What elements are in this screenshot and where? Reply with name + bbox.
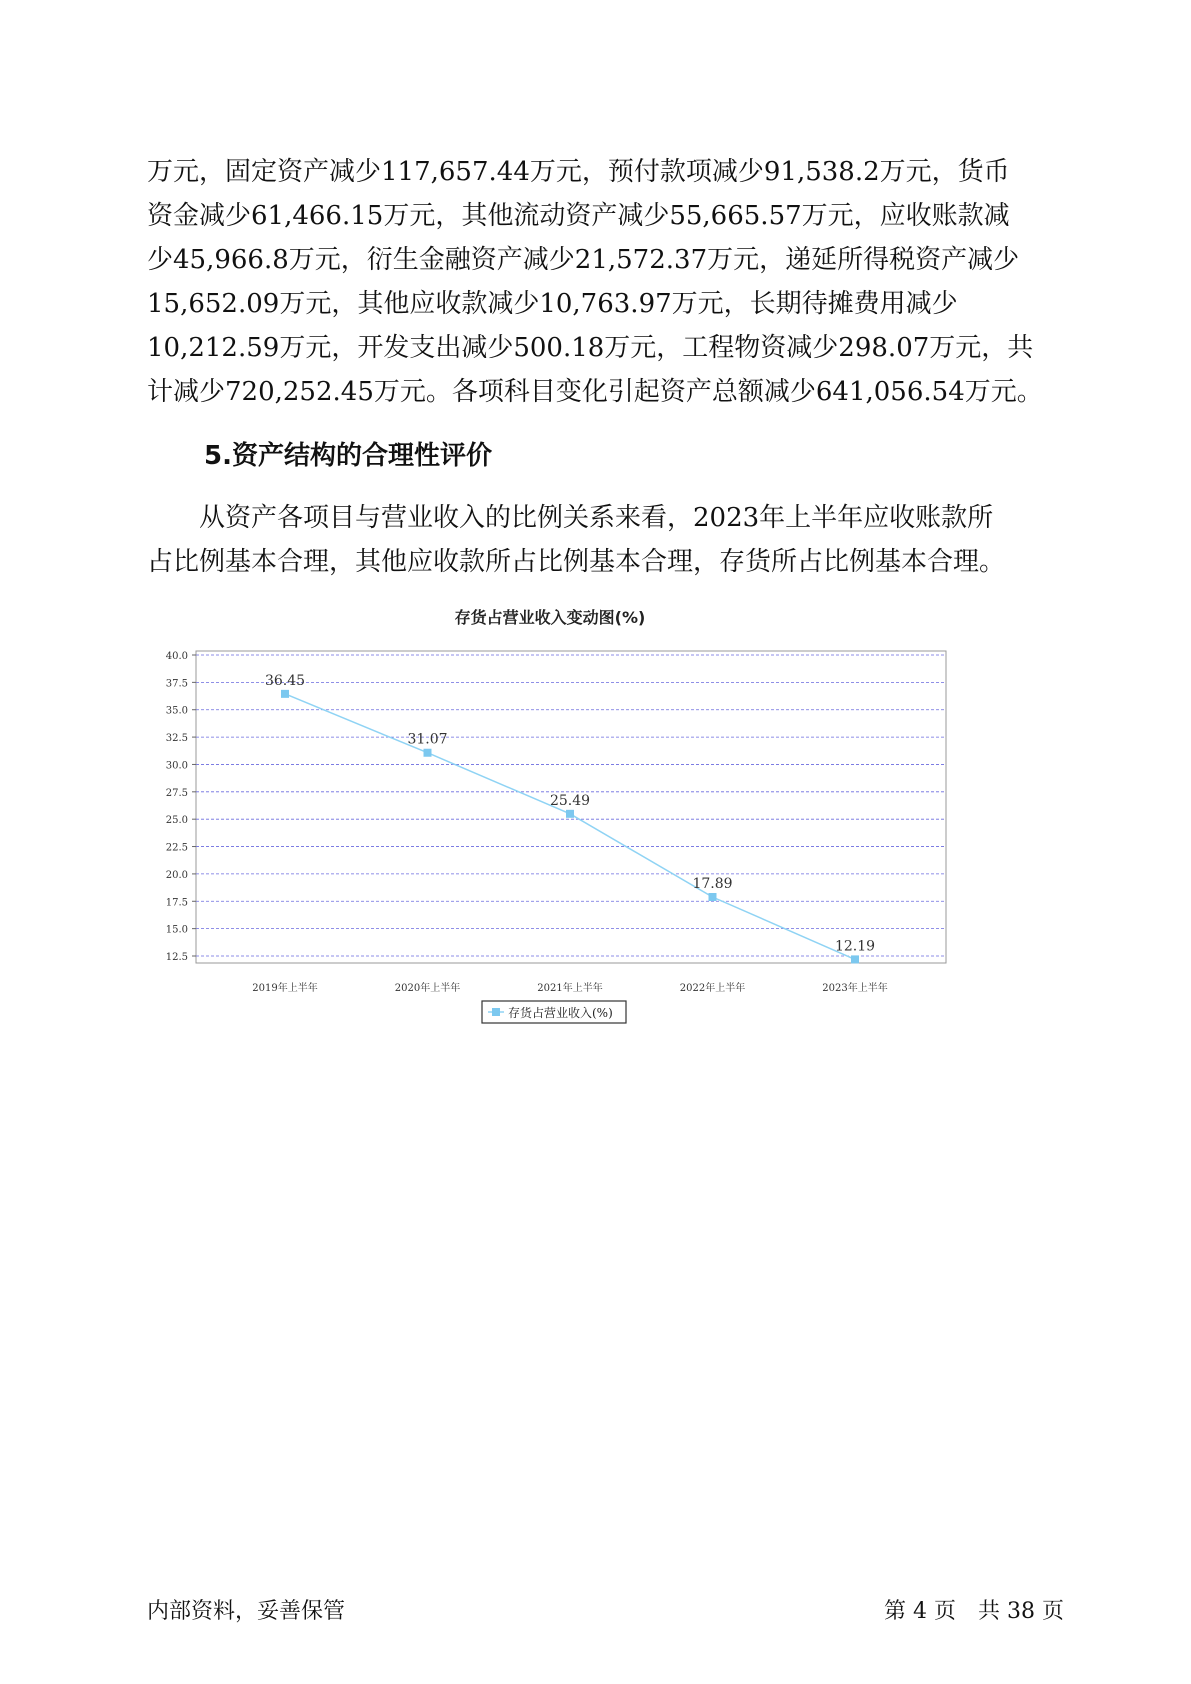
y-tick-label: 17.5 [165, 897, 188, 909]
inventory-ratio-chart [150, 606, 1050, 1066]
y-tick-label: 20.0 [165, 869, 188, 881]
x-tick-label: 2023年上半年 [822, 983, 888, 994]
body-paragraph-2 [147, 496, 1053, 584]
y-tick-label: 15.0 [165, 924, 188, 936]
legend-marker [492, 1008, 500, 1016]
chart-title: 存货占营业收入变动图(%) [454, 608, 646, 627]
y-tick-label: 22.5 [165, 842, 188, 854]
paragraph-line: 计减少720,252.45万元。各项科目变化引起资产总额减少641,056.54万元。 [147, 377, 1043, 407]
data-point [566, 810, 574, 818]
data-point [281, 690, 289, 698]
data-label: 12.19 [834, 938, 876, 955]
x-tick-label: 2022年上半年 [679, 983, 746, 994]
y-tick-label: 27.5 [165, 787, 188, 799]
y-tick-label: 37.5 [165, 678, 188, 690]
data-label: 17.89 [692, 876, 733, 893]
paragraph-line: 万元，固定资产减少117,657.44万元，预付款项减少91,538.2万元，货币 [147, 157, 1010, 187]
y-tick-label: 12.5 [165, 952, 188, 963]
data-label: 36.45 [264, 672, 306, 689]
paragraph-line: 少45,966.8万元，衍生金融资产减少21,572.37万元，递延所得税资产减少 [147, 245, 1020, 275]
paragraph-line: 占比例基本合理，其他应收款所占比例基本合理，存货所占比例基本合理。 [147, 547, 1006, 577]
y-tick-label: 30.0 [165, 760, 188, 772]
paragraph-line: 10,212.59万元，开发支出减少500.18万元，工程物资减少298.07万元，共 [147, 333, 1034, 363]
body-paragraph-1 [147, 150, 1053, 414]
paragraph-line: 资金减少61,466.15万元，其他流动资产减少55,665.57万元，应收账款减 [147, 201, 1010, 231]
legend-label: 存货占营业收入(%) [508, 1006, 613, 1020]
data-label: 25.49 [549, 792, 591, 809]
x-tick-label: 2021年上半年 [537, 983, 603, 994]
footer-confidential-note: 内部资料，妥善保管 [147, 1599, 346, 1624]
section-heading: 5.资产结构的合理性评价 [204, 441, 492, 471]
data-label: 31.07 [407, 731, 448, 748]
x-tick-label: 2020年上半年 [394, 983, 461, 994]
y-tick-label: 25.0 [165, 815, 188, 827]
paragraph-line: 从资产各项目与营业收入的比例关系来看，2023年上半年应收账款所 [147, 503, 994, 533]
y-tick-label: 35.0 [165, 705, 188, 717]
data-point [709, 893, 717, 901]
data-point [424, 749, 432, 757]
y-tick-label: 32.5 [165, 733, 188, 745]
paragraph-line: 15,652.09万元，其他应收款减少10,763.97万元，长期待摊费用减少 [147, 289, 958, 319]
y-tick-label: 40.0 [165, 651, 188, 662]
footer-page-number: 第 4 页 共 38 页 [884, 1599, 1064, 1624]
x-tick-label: 2019年上半年 [252, 983, 318, 994]
chart-svg [150, 606, 1050, 1066]
data-point [851, 955, 859, 963]
